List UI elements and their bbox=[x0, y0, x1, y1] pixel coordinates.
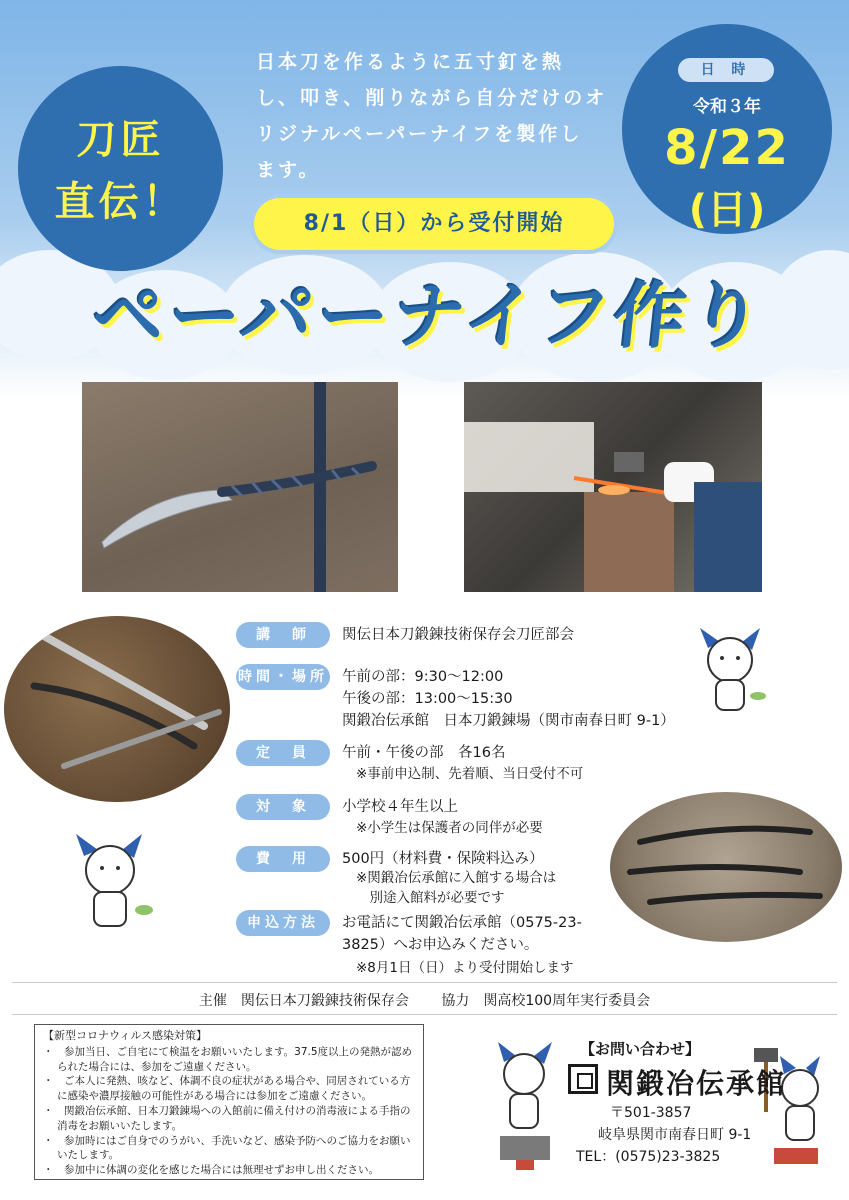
covid-item: ・ ご本人に発熱、咳など、体調不良の症状がある場合や、同居されている方に感染や濃厚接触の可能性がある場合には参加をご遠慮ください。 bbox=[43, 1075, 411, 1103]
nails-photo bbox=[4, 616, 230, 802]
capacity-value: 午前・午後の部 各16名 bbox=[342, 745, 506, 761]
hall-logo-icon bbox=[568, 1064, 598, 1094]
host-organization: 主催 関伝日本刀鍛錬技術保存会 bbox=[198, 993, 409, 1009]
registration-banner: 8/1（日）から受付開始 bbox=[254, 198, 614, 250]
target-note: ※小学生は保護者の同伴が必要 bbox=[356, 820, 543, 836]
label-fee: 費 用 bbox=[236, 846, 330, 872]
mascot-illustration bbox=[66, 832, 156, 946]
application-value: お電話にて関鍛冶伝承館（0575-23- bbox=[342, 915, 582, 931]
fee-value: 500円（材料費・保険料込み） bbox=[342, 851, 544, 867]
intro-line: リジナルペーパーナイフを製作し bbox=[256, 123, 583, 145]
date-badge bbox=[622, 24, 832, 234]
time-afternoon: 午後の部：13:00～15:30 bbox=[342, 691, 513, 707]
instructor-value: 関伝日本刀鍛錬技術保存会刀匠部会 bbox=[342, 627, 574, 643]
address: 岐阜県関市南春日町 9-1 bbox=[598, 1127, 752, 1143]
intro-line: 日本刀を作るように五寸釘を熱 bbox=[256, 51, 565, 73]
event-title: ペーパーナイフ作り bbox=[88, 274, 771, 358]
date-weekday: (日) bbox=[688, 187, 766, 233]
fee-note: ※関鍛冶伝承館に入館する場合は bbox=[356, 870, 557, 886]
postal-code: 〒501-3857 bbox=[610, 1105, 692, 1121]
covid-item: ・ 参加当日、ご自宅にて検温をお願いいたします。37.5度以上の発熱が認められた場合には、参加をご遠慮ください。 bbox=[43, 1045, 413, 1073]
label-instructor: 講 師 bbox=[236, 622, 330, 648]
mascot-illustration bbox=[690, 626, 770, 730]
time-morning: 午前の部：9:30～12:00 bbox=[342, 669, 504, 685]
phone-number: TEL：(0575)23-3825 bbox=[576, 1149, 721, 1165]
contact-heading: 【お問い合わせ】 bbox=[580, 1040, 701, 1058]
application-note: ※8月1日（日）より受付開始します bbox=[356, 960, 574, 976]
fee-note: 別途入館料が必要です bbox=[356, 890, 505, 906]
intro-line: し、叩き、削りながら自分だけのオ bbox=[256, 87, 608, 109]
mascot-with-hammer-illustration bbox=[486, 1040, 566, 1174]
label-application: 申込方法 bbox=[236, 910, 330, 936]
label-time-place: 時間・場所 bbox=[236, 664, 330, 690]
direct-teaching-badge bbox=[18, 66, 223, 271]
date-label: 日 時 bbox=[678, 58, 774, 82]
label-capacity: 定 員 bbox=[236, 740, 330, 766]
hall-name: 関鍛冶伝承館 bbox=[606, 1067, 787, 1100]
divider bbox=[12, 1014, 837, 1015]
date-era: 令和３年 bbox=[693, 97, 761, 117]
covid-measures-box bbox=[34, 1024, 424, 1180]
intro-line: ます。 bbox=[256, 159, 321, 181]
badge-line-1: 刀匠 bbox=[76, 117, 165, 163]
covid-title: 【新型コロナウィルス感染対策】 bbox=[43, 1029, 208, 1042]
covid-item: ・ 関鍛冶伝承館、日本刀鍛錬場への入館前に備え付けの消毒液による手指の消毒をお願いいたします。 bbox=[43, 1104, 411, 1132]
venue: 関鍛冶伝承館 日本刀鍛錬場（関市南春日町 9-1） bbox=[342, 713, 675, 729]
capacity-note: ※事前申込制、先着順、当日受付不可 bbox=[356, 766, 584, 782]
support-organization: 協力 関高校100周年実行委員会 bbox=[441, 993, 651, 1009]
target-value: 小学校４年生以上 bbox=[342, 799, 458, 815]
divider bbox=[12, 982, 837, 983]
covid-item: ・ 参加時にはご自身でのうがい、手洗いなど、感染予防へのご協力をお願いいたします。 bbox=[43, 1134, 411, 1162]
sponsor-line bbox=[0, 990, 849, 1010]
forging-photo bbox=[464, 382, 762, 592]
paper-knife-photo bbox=[82, 382, 398, 592]
badge-line-2: 直伝！ bbox=[54, 179, 187, 225]
covid-item: ・ 参加中に体調の変化を感じた場合には無理せずお申し出ください。 bbox=[43, 1164, 379, 1177]
blades-photo bbox=[610, 792, 842, 942]
application-value: 3825）へお申込みください。 bbox=[342, 937, 539, 953]
intro-text bbox=[256, 44, 616, 188]
label-target: 対 象 bbox=[236, 794, 330, 820]
date-day: 8/22 bbox=[664, 120, 790, 176]
